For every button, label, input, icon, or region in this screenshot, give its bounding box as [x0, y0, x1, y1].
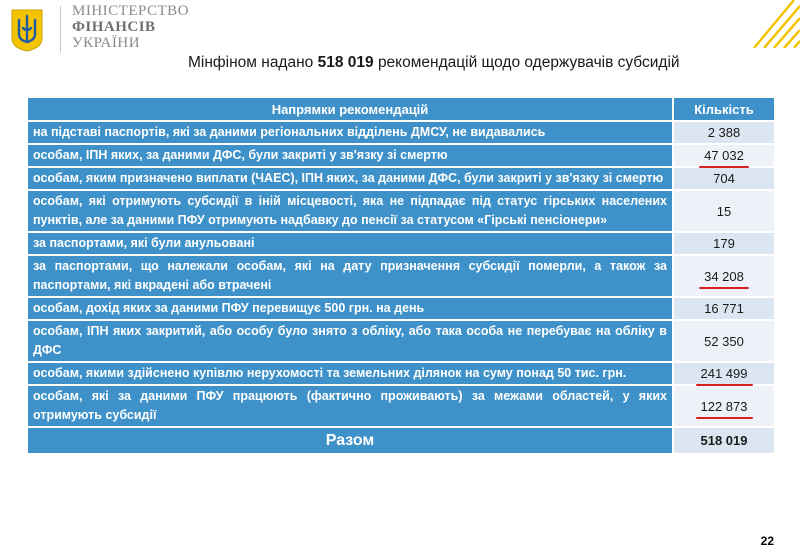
slide-header	[0, 0, 800, 95]
direction-cell: особам, ІПН яких закритий, або особу було знято з обліку, або така особа не перебуває на обліку в ДФС	[28, 321, 674, 361]
direction-cell: за паспортами, що належали особам, які на дату призначення субсидії померли, а також за паспортами, які вкрадені або втрачені	[28, 256, 674, 296]
quantity-value: 179	[713, 236, 735, 251]
direction-cell: особам, яким призначено виплати (ЧАЕС), ІПН яких, за даними ДФС, були закриті у зв'язку зі смертю	[28, 168, 674, 189]
quantity-value-highlighted: 122 873	[700, 398, 748, 414]
total-row	[28, 428, 774, 453]
table-row	[28, 122, 774, 143]
direction-cell: особам, які отримують субсидії в іній місцевості, яка не підпадає під статус гірських населених пунктів, але за даними ПФУ отримують надбавку до пенсії за статусом «Гірські пенсіонери»	[28, 191, 674, 231]
direction-cell: особам, які за даними ПФУ працюють (фактично проживають) за межами областей, у яких отримують субсидії	[28, 386, 674, 426]
table-row	[28, 298, 774, 319]
quantity-cell	[674, 386, 774, 426]
total-label: Разом	[28, 428, 674, 453]
quantity-value: 16 771	[704, 301, 744, 316]
title-after: рекомендацій щодо одержувачів субсидій	[377, 54, 680, 71]
table-row	[28, 321, 774, 361]
table-row	[28, 386, 774, 426]
table-row	[28, 145, 774, 166]
direction-cell: особам, ІПН яких, за даними ДФС, були закриті у зв'язку зі смертю	[28, 145, 674, 166]
direction-cell: за паспортами, які були анульовані	[28, 233, 674, 254]
quantity-cell	[674, 298, 774, 319]
quantity-cell	[674, 363, 774, 384]
direction-cell: особам, якими здійснено купівлю нерухомості та земельних ділянок на суму понад 50 тис. грн.	[28, 363, 674, 384]
trident-emblem-icon	[10, 8, 44, 52]
quantity-cell	[674, 145, 774, 166]
quantity-cell	[674, 321, 774, 361]
slide-title	[188, 54, 680, 72]
table-row	[28, 191, 774, 231]
title-before: Мінфіном надано	[188, 54, 314, 71]
ministry-line-3: УКРАЇНИ	[72, 35, 141, 51]
quantity-value-highlighted: 241 499	[700, 366, 748, 381]
ministry-line-1: МІНІСТЕРСТВО	[72, 3, 190, 19]
page-number: 22	[760, 534, 774, 548]
table-row	[28, 256, 774, 296]
ministry-name	[72, 3, 189, 51]
table-row	[28, 363, 774, 384]
recommendations-table	[28, 96, 774, 455]
column-header-direction: Напрямки рекомендацій	[28, 98, 674, 120]
direction-cell: на підставі паспортів, які за даними регіональних відділень ДМСУ, не видавались	[28, 122, 674, 143]
table-row	[28, 233, 774, 254]
quantity-cell	[674, 168, 774, 189]
quantity-value: 52 350	[704, 333, 744, 349]
quantity-value-highlighted: 34 208	[704, 268, 744, 284]
quantity-cell	[674, 122, 774, 143]
quantity-value: 2 388	[707, 125, 741, 140]
table-row	[28, 168, 774, 189]
direction-cell: особам, дохід яких за даними ПФУ перевищує 500 грн. на день	[28, 298, 674, 319]
quantity-value: 15	[716, 203, 732, 219]
quantity-value: 704	[713, 171, 735, 186]
header-divider	[60, 6, 61, 52]
ministry-line-2: ФІНАНСІВ	[72, 19, 156, 35]
title-number: 518 019	[317, 54, 374, 71]
quantity-value-highlighted: 47 032	[704, 148, 744, 163]
column-header-quantity: Кількість	[674, 98, 774, 120]
decorative-stripes-icon	[750, 0, 800, 48]
quantity-cell	[674, 256, 774, 296]
table-header-row	[28, 98, 774, 120]
quantity-cell	[674, 233, 774, 254]
total-value: 518 019	[674, 428, 774, 453]
quantity-cell	[674, 191, 774, 231]
